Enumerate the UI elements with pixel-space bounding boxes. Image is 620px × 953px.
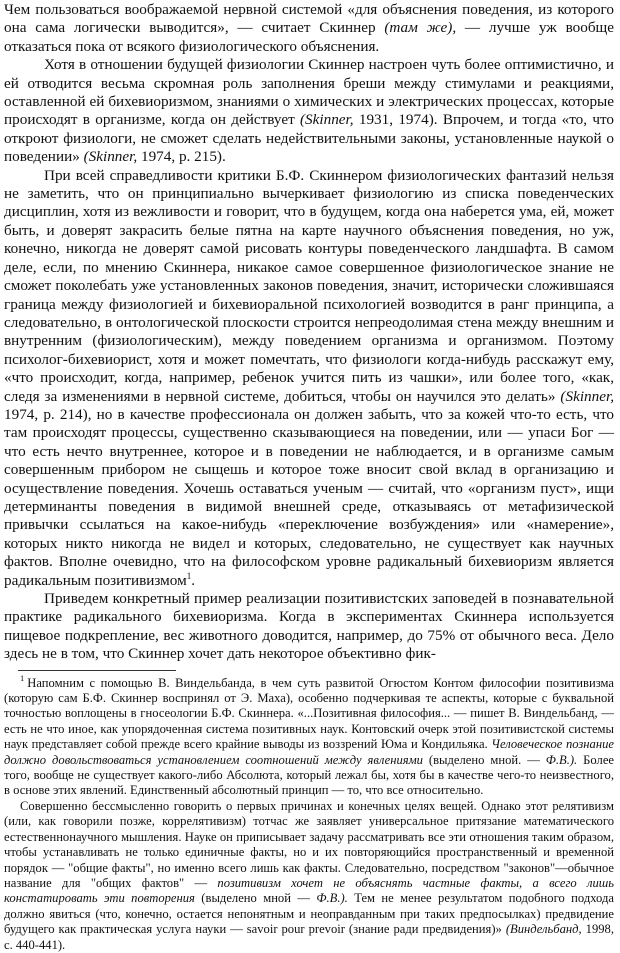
text-run: Чем пользоваться воображаемой нервной системой «для объяснения поведения, из которого она сама логически выводится», — считает Скиннер: [4, 1, 614, 37]
text-run: При всей справедливости критики Б.Ф. Скиннером физиологических фантазий нельзя не заметить, что он принципиально вычеркивает физиологию из списка поведенческих дисциплин, хотя из вежливости и говорит, что в будущем, когда она наберется ума, ей, может быть, и доверят закрасить белые пятна на карте научного объяснения поведения, но уж, конечно, никогда не доверят самой рисовать контуры поведенческого ландшафта. В самом деле, если, по мнению Скиннера, никакое самое совершенное физиологическое знание не сможет поколебать уже установленных законов поведения, значит, исторически сложившаяся граница между физиологией и бихевиоральной психологией возводится в ранг принципа, а следовательно, в онтологической плоскости строится непреодолимая стена между внешним и внутренним (физиологическим), между поведением организма и организмом. Поэтому психолог-бихевиорист, хотя и может помечтать, что физиологи когда-нибудь расскажут ему, «что происходит, когда, например, ребенок учится пить из чашки», или более того, «как, следя за изменениями в нервной системе, добиться, чтобы он научился это делать»: [4, 166, 614, 405]
text-run: (выделено мной —: [194, 891, 317, 906]
text-run: (выделено мной. —: [422, 752, 546, 767]
footnote-separator: [18, 670, 176, 671]
italic-text: (Skinner,: [83, 148, 138, 166]
body-paragraph: [4, 56, 614, 166]
main-text: [4, 1, 614, 664]
text-run: Напомним с помощью В. Виндельбанда, в чем суть развитой Огюстом Контом философии позитивизма (которую сам Б.Ф. Скиннер воспринял от Э. Маха), особенно подчеркивая те аспекты, которые с буквальной точностью воплощены в гносеологии Б.Ф. Скиннера. «...Позитивная философия... — пишет В. Виндельбанд, — есть не что иное, как упорядоченная система позитивных наук. Контовский очерк этой позитивистской системы наук представляет собой прежде всего крайние выводы из воззрений Юма и Кондильяка.: [4, 675, 614, 752]
italic-text: (Виндельбанд,: [505, 922, 582, 937]
italic-text: (Skinner,: [560, 387, 614, 405]
text-run: 1974, p. 214), но в качестве профессионала он должен забыть, что за кожей что-то есть, что там происходят процессы, существенно сказывающиеся на поведении, или — упаси Бог — что есть нечто внутреннее, которое и в поведении не наблюдается, и в организме самым совершенным прибором не сыщешь и которое тоже вносит свой вклад в организацию и осуществление поведения. Хочешь оставаться ученым — считай, что «организм пуст», ищи детерминанты поведения в видимой внешней среде, отказываясь от метафизической привычки ссылаться на какое-нибудь «переключение возбуждения» или «намерение», которых никто никогда не видел и которых, следовательно, не существует как научных фактов. Вполне очевидно, что на философском уровне радикальный бихевиоризм является радикальным позитивизмом: [4, 405, 614, 589]
footnotes: [4, 673, 614, 953]
text-run: .: [191, 571, 195, 589]
footnote-number: 1: [20, 673, 25, 684]
italic-text: Ф.В.).: [545, 752, 578, 767]
text-run: Совершенно бессмысленно говорить о первых причинах и конечных целях вещей. Однако этот релятивизм (или, как говорили позже, коррелятивизм) тотчас же заявляет универсальное притязание математического естественнонаучного мышления. Науке он приписывает задачу рассматривать все эти отношения таким образом, чтобы устанавливать не только единичные факты, но и их повторяющийся пространственный и временной порядок — "общие факты", но именно всего лишь как факты. Следовательно, посредством "законов"—обычное название для "общих фактов" —: [4, 798, 614, 890]
italic-text: Человеческое познание должно довольствоваться установлением соотношений между явлениями: [4, 737, 614, 767]
text-run: Приведем конкретный пример реализации позитивистских заповедей в познавательной практике радикального бихевиоризма. Когда в экспериментах Скиннера используется пищевое подкрепление, вес животного доводится, например, до 75% от обычного веса. Дело здесь не в том, что Скиннер хочет дать некоторое объективно фик-: [4, 590, 614, 663]
body-paragraph: [4, 1, 614, 56]
text-run: 1998, с. 440-441).: [4, 922, 614, 952]
footnote-paragraph: [4, 673, 614, 799]
text-run: 1931, 1974). Впрочем, и тогда «то, что откроют физиологи, не сможет сделать недействительными законы, установленные наукой о поведении»: [4, 111, 615, 166]
text-run: Хотя в отношении будущей физиологии Скиннер настроен чуть более оптимистично, и ей отводится весьма скромная роль заполнения бреши между стимулами и реакциями, оставленной ей бихевиоризмом, знаниями о химических и электрических процессах, которые происходят в организме, когда он действует: [4, 56, 614, 129]
footnote-paragraph: [4, 799, 614, 953]
text-run: 1974, p. 215).: [137, 148, 226, 166]
body-paragraph: [4, 167, 614, 590]
italic-text: (Skinner,: [300, 111, 354, 129]
text-run: — лучше уж вообще отказаться пока от всякого физиологического объяснения.: [4, 19, 614, 55]
text-run: Более того, вообще не существует какого-либо Абсолюта, который лежал бы, хотя бы в качестве чего-то неизвестного, в основе этих явлений. Единственный абсолютный принцип — то, что все относительно.: [4, 752, 614, 798]
italic-text: (там же),: [384, 19, 457, 37]
footnote-reference: 1: [186, 570, 192, 581]
italic-text: позитивизм хочет не объяснять частные факты, а всего лишь констатировать эти повторения: [4, 875, 614, 906]
text-run: Тем не менее результатом подобного подхода должно явиться (что, конечно, остается непонятным и неоправданным при таких предпосылках) предвидение будущего как практическая услуга науки — savoir pour prevoir (знание ради предвидения)»: [4, 891, 614, 937]
italic-text: Ф.В.).: [316, 891, 348, 906]
body-paragraph: [4, 590, 614, 664]
